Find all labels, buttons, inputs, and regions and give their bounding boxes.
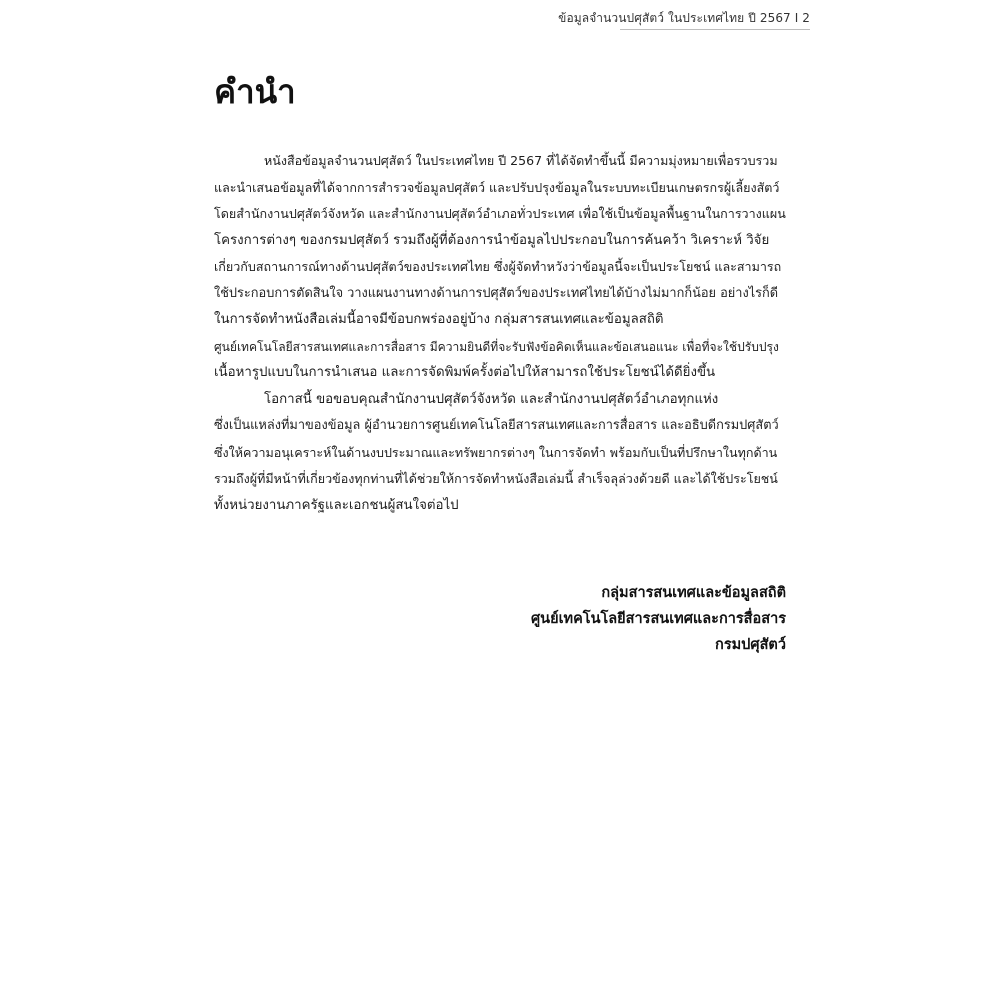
paragraph-line: โอกาสนี้ ขอขอบคุณสำนักงานปศุสัตว์จังหวัด และสำนักงานปศุสัตว์อำเภอทุกแห่ง <box>264 391 719 407</box>
signature-block <box>531 580 786 658</box>
page-title: คำนำ <box>214 72 296 111</box>
signature-department: กรมปศุสัตว์ <box>715 637 786 653</box>
preface-paragraph-1 <box>214 148 786 387</box>
paragraph-line: หนังสือข้อมูลจำนวนปศุสัตว์ ในประเทศไทย ปี 2567 ที่ได้จัดทำขึ้นนี้ มีความมุ่งหมายเพื่อรวบรวม <box>264 153 778 168</box>
preface-body <box>214 148 786 519</box>
paragraph-line: ศูนย์เทคโนโลยีสารสนเทศและการสื่อสาร มีความยินดีที่จะรับฟังข้อคิดเห็นและข้อเสนอแนะ เพื่อที่จะใช้ปรับปรุง <box>214 339 779 354</box>
paragraph-line: ซึ่งให้ความอนุเคราะห์ในด้านงบประมาณและทรัพยากรต่างๆ ในการจัดทำ พร้อมกับเป็นที่ปรึกษาในทุกด้าน <box>214 444 778 460</box>
paragraph-line: ซึ่งเป็นแหล่งที่มาของข้อมูล ผู้อำนวยการศูนย์เทคโนโลยีสารสนเทศและการสื่อสาร และอธิบดีกรมปศุสัตว์ <box>214 418 779 433</box>
paragraph-line: ใช้ประกอบการตัดสินใจ วางแผนงานทางด้านการปศุสัตว์ของประเทศไทยได้บ้างไม่มากก็น้อย อย่างไรก็ดี <box>214 285 779 301</box>
paragraph-line: และนำเสนอข้อมูลที่ได้จากการสำรวจข้อมูลปศุสัตว์ และปรับปรุงข้อมูลในระบบทะเบียนเกษตรกรผู้เลี้ยงสัตว์ <box>214 179 780 195</box>
preface-paragraph-2 <box>214 387 786 520</box>
running-header: ข้อมูลจำนวนปศุสัตว์ ในประเทศไทย ปี 2567 I 2 <box>558 11 810 25</box>
header-divider <box>620 29 810 30</box>
paragraph-line: เกี่ยวกับสถานการณ์ทางด้านปศุสัตว์ของประเทศไทย ซึ่งผู้จัดทำหวังว่าข้อมูลนี้จะเป็นประโยชน์ และสามารถ <box>214 259 782 274</box>
signature-group: กลุ่มสารสนเทศและข้อมูลสถิติ <box>601 585 786 601</box>
paragraph-line: รวมถึงผู้ที่มีหน้าที่เกี่ยวข้องทุกท่านที่ได้ช่วยให้การจัดทำหนังสือเล่มนี้ สำเร็จลุล่วงด้วยดี และได้ใช้ประโยชน์ <box>214 471 778 486</box>
paragraph-line: โครงการต่างๆ ของกรมปศุสัตว์ รวมถึงผู้ที่ต้องการนำข้อมูลไปประกอบในการค้นคว้า วิเคราะห์ วิจัย <box>214 232 770 248</box>
paragraph-line: ทั้งหน่วยงานภาครัฐและเอกชนผู้สนใจต่อไป <box>214 497 459 513</box>
paragraph-line: ในการจัดทำหนังสือเล่มนี้อาจมีข้อบกพร่องอยู่บ้าง กลุ่มสารสนเทศและข้อมูลสถิติ <box>214 312 664 327</box>
paragraph-line: โดยสำนักงานปศุสัตว์จังหวัด และสำนักงานปศุสัตว์อำเภอทั่วประเทศ เพื่อใช้เป็นข้อมูลพื้นฐานในการวางแผน <box>214 206 786 221</box>
signature-center: ศูนย์เทคโนโลยีสารสนเทศและการสื่อสาร <box>530 611 786 627</box>
paragraph-line: เนื้อหารูปแบบในการนำเสนอ และการจัดพิมพ์ครั้งต่อไปให้สามารถใช้ประโยชน์ได้ดียิ่งขึ้น <box>214 365 716 380</box>
